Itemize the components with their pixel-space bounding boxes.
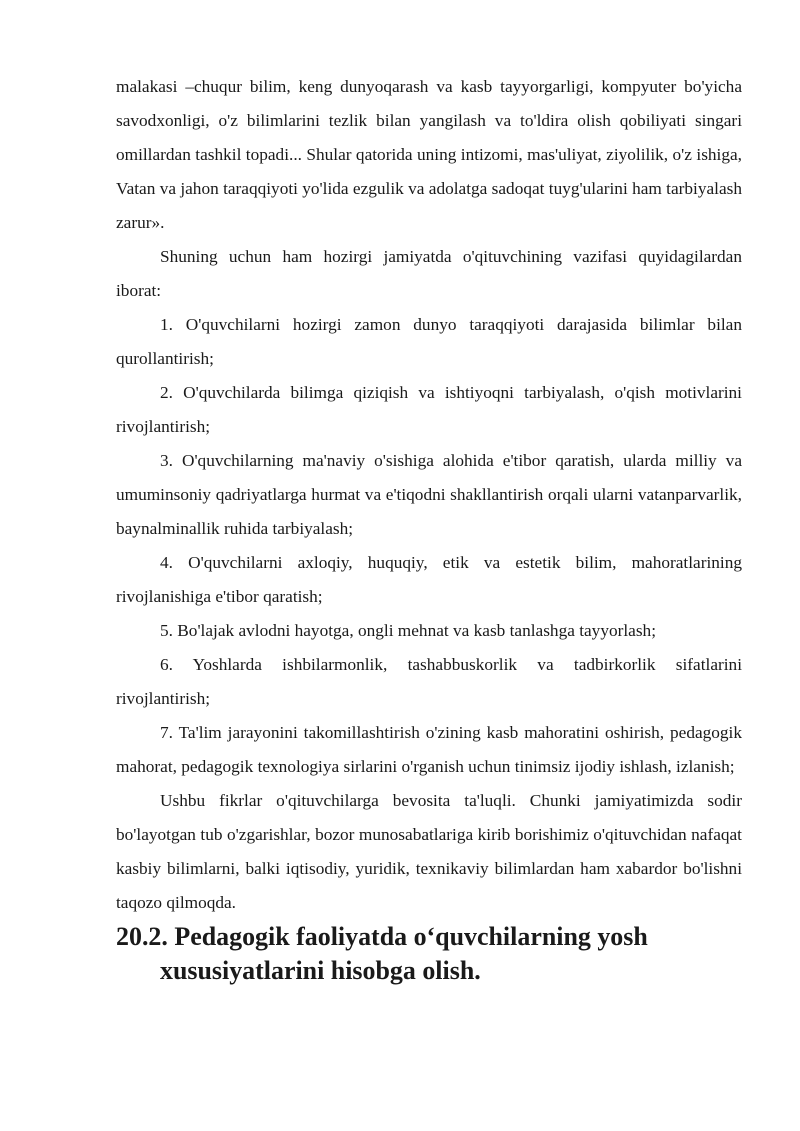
list-item-duty-1: 1. O'quvchilarni hozirgi zamon dunyo taraqqiyoti darajasida bilimlar bilan qurollantirish; bbox=[116, 315, 742, 368]
list-item-duty-7: 7. Ta'lim jarayonini takomillashtirish o'zining kasb mahoratini oshirish, pedagogik mahorat, pedagogik texnologiya sirlarini o'rganish uchun tinimsiz ijodiy ishlash, izlanish; bbox=[116, 723, 742, 776]
list-item-duty-4: 4. O'quvchilarni axloqiy, huquqiy, etik va estetik bilim, mahoratlarining rivojlanishiga e'tibor qaratish; bbox=[116, 553, 742, 606]
section-heading bbox=[116, 920, 742, 988]
paragraph-duties-intro: Shuning uchun ham hozirgi jamiyatda o'qituvchining vazifasi quyidagilardan iborat: bbox=[116, 247, 742, 300]
page-body bbox=[116, 70, 742, 988]
list-item-duty-2: 2. O'quvchilarda bilimga qiziqish va ishtiyoqni tarbiyalash, o'qish motivlarini rivojlantirish; bbox=[116, 383, 742, 436]
section-title: Pedagogik faoliyatda o‘quvchilarning yosh xususiyatlarini hisobga olish. bbox=[160, 922, 648, 985]
list-item-duty-6: 6. Yoshlarda ishbilarmonlik, tashabbuskorlik va tadbirkorlik sifatlarini rivojlantirish; bbox=[116, 655, 742, 708]
list-item-duty-3: 3. O'quvchilarning ma'naviy o'sishiga alohida e'tibor qaratish, ularda milliy va umuminsoniy qadriyatlarga hurmat va e'tiqodni shakllantirish orqali ularni vatanparvarlik, baynalminallik ruhida tarbiyalash; bbox=[116, 451, 742, 538]
paragraph-conclusion: Ushbu fikrlar o'qituvchilarga bevosita ta'luqli. Chunki jamiyatimizda sodir bo'layotgan tub o'zgarishlar, bozor munosabatlariga kirib borishimiz o'qituvchidan nafaqat kasbiy bilimlarni, balki iqtisodiy, yuridik, texnikaviy bilimlardan ham xabardor bo'lishni taqozo qilmoqda. bbox=[116, 791, 742, 912]
list-item-duty-5: 5. Bo'lajak avlodni hayotga, ongli mehnat va kasb tanlashga tayyorlash; bbox=[160, 621, 656, 640]
paragraph-intro-continued: malakasi –chuqur bilim, keng dunyoqarash va kasb tayyorgarligi, kompyuter bo'yicha savodxonligi, o'z bilimlarini tezlik bilan yangilash va to'ldira olish qobiliyati singari omillardan tashkil topadi... Shular qatorida uning intizomi, mas'uliyat, ziyolilik, o'z ishiga, Vatan va jahon taraqqiyoti yo'lida ezgulik va adolatga sadoqat tuyg'ularini ham tarbiyalash zarur». bbox=[116, 77, 742, 232]
section-number: 20.2. bbox=[116, 922, 168, 951]
